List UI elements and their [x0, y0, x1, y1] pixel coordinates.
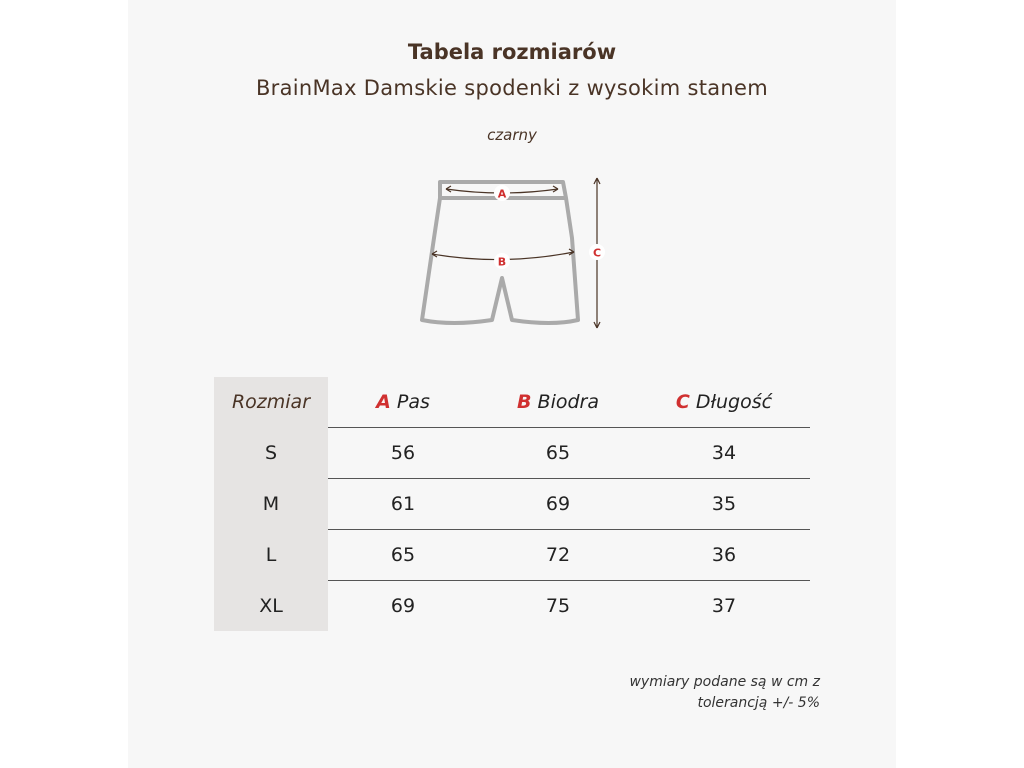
- waist-label: Pas: [396, 391, 430, 413]
- table-row: [214, 479, 810, 530]
- length-cell: 34: [638, 428, 810, 479]
- size-cell: L: [214, 530, 328, 581]
- header-waist: [328, 377, 478, 428]
- length-cell: 36: [638, 530, 810, 581]
- table-row: [214, 581, 810, 632]
- page-title: Tabela rozmiarów: [407, 40, 617, 64]
- hips-cell: 75: [478, 581, 638, 632]
- waist-cell: 61: [328, 479, 478, 530]
- header-hips: [478, 377, 638, 428]
- waist-cell: 69: [328, 581, 478, 632]
- header-size: Rozmiar: [214, 377, 328, 428]
- table-row: [214, 530, 810, 581]
- size-table-wrapper: [214, 377, 810, 631]
- measure-b-label: B: [497, 255, 507, 269]
- table-header-row: [214, 377, 810, 428]
- color-label: czarny: [487, 126, 537, 144]
- shorts-outline: [422, 182, 578, 323]
- length-cell: 35: [638, 479, 810, 530]
- hips-cell: 65: [478, 428, 638, 479]
- table-row: [214, 428, 810, 479]
- waist-cell: 56: [328, 428, 478, 479]
- product-name: BrainMax Damskie spodenki z wysokim stanem: [255, 76, 769, 100]
- size-cell: M: [214, 479, 328, 530]
- size-cell: XL: [214, 581, 328, 632]
- hips-cell: 72: [478, 530, 638, 581]
- hips-letter: B: [517, 391, 532, 413]
- waist-cell: 65: [328, 530, 478, 581]
- tolerance-note-line: tolerancją +/- 5%: [697, 695, 820, 711]
- size-cell: S: [214, 428, 328, 479]
- measure-c-label: C: [592, 246, 602, 260]
- length-cell: 37: [638, 581, 810, 632]
- hips-label: Biodra: [537, 391, 599, 413]
- hips-cell: 69: [478, 479, 638, 530]
- size-table: [214, 377, 810, 631]
- tolerance-note: [560, 672, 820, 714]
- waist-letter: A: [376, 391, 391, 413]
- length-label: Długość: [695, 391, 773, 413]
- length-letter: C: [675, 391, 690, 413]
- measure-a-label: A: [497, 187, 507, 201]
- header-length: [638, 377, 810, 428]
- tolerance-note-line: wymiary podane są w cm z: [629, 674, 820, 690]
- shorts-diagram: [400, 160, 630, 340]
